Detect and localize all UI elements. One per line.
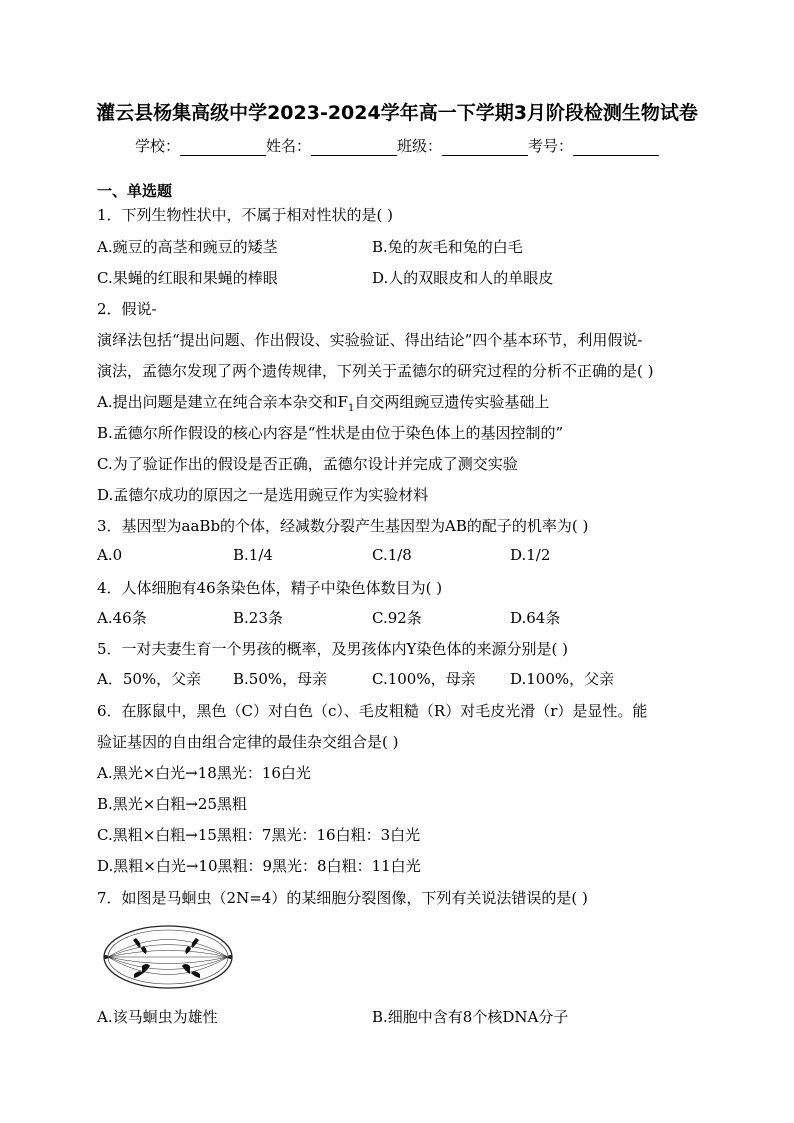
q5-stem: 5．一对夫妻生育一个男孩的概率，及男孩体内Y染色体的来源分别是( ) — [97, 640, 568, 658]
q1-option-b: B.兔的灰毛和兔的白毛 — [372, 238, 523, 256]
section-heading: 一、单选题 — [97, 182, 173, 200]
q5-option-a: A．50%，父亲 — [97, 670, 202, 688]
q4-option-a: A.46条 — [97, 609, 147, 627]
q3-stem: 3．基因型为aaBb的个体，经减数分裂产生基因型为AB的配子的机率为( ) — [97, 517, 589, 535]
q2-option-a — [97, 391, 549, 414]
q4-option-b: B.23条 — [233, 609, 283, 627]
q6-option-b: B.黑光×白粗→25黑粗 — [97, 795, 248, 813]
q6-option-d: D.黑粗×白光→10黑粗：9黑光：8白粗：11白光 — [97, 857, 421, 875]
class-label: 班级： — [397, 137, 443, 155]
q4-option-c: C.92条 — [372, 609, 422, 627]
q6-option-c: C.黑粗×白粗→15黑粗：7黑光：16白粗：3白光 — [97, 826, 421, 844]
centrosome-left — [104, 955, 108, 959]
q2-option-a-text: A.提出问题是建立在纯合亲本杂交和F — [97, 393, 349, 411]
class-field — [397, 135, 528, 156]
number-label: 考号： — [528, 137, 574, 155]
q1-option-c: C.果蝇的红眼和果蝇的棒眼 — [97, 269, 278, 287]
number-field — [528, 135, 659, 156]
name-field — [266, 135, 397, 156]
q6-stem-line1: 6．在豚鼠中，黑色（C）对白色（c）、毛皮粗糙（R）对毛皮光滑（r）是显性。能 — [97, 702, 648, 720]
exam-title: 灌云县杨集高级中学2023-2024学年高一下学期3月阶段检测生物试卷 — [96, 102, 698, 124]
q3-option-d: D.1/2 — [510, 546, 551, 564]
q1-option-a: A.豌豆的高茎和豌豆的矮茎 — [97, 238, 278, 256]
q4-option-d: D.64条 — [510, 609, 561, 627]
q5-option-d: D.100%，父亲 — [510, 670, 615, 688]
q7-option-a: A.该马蛔虫为雄性 — [97, 1008, 218, 1026]
q3-option-b: B.1/4 — [233, 546, 273, 564]
q5-option-c: C.100%，母亲 — [372, 670, 476, 688]
q4-stem: 4．人体细胞有46条染色体，精子中染色体数目为( ) — [97, 579, 443, 597]
q2-option-b: B.孟德尔所作假设的核心内容是“性状是由位于染色体上的基因控制的” — [97, 424, 564, 442]
q2-option-a-tail: 自交两组豌豆遗传实验基础上 — [354, 393, 550, 411]
q5-option-b: B.50%，母亲 — [233, 670, 328, 688]
centrosome-right — [228, 955, 232, 959]
chromosomes — [133, 938, 200, 978]
class-blank[interactable] — [442, 139, 528, 156]
school-blank[interactable] — [180, 139, 266, 156]
q6-option-a: A.黑光×白光→18黑光：16白光 — [97, 764, 311, 782]
q1-stem: 1．下列生物性状中，不属于相对性状的是( ) — [97, 206, 394, 224]
q2-stem-line2: 演绎法包括“提出问题、作出假设、实验验证、得出结论”四个基本环节，利用假说- — [97, 331, 643, 349]
q2-stem-line1: 2．假说- — [97, 300, 157, 318]
q3-option-c: C.1/8 — [372, 546, 412, 564]
q3-option-a: A.0 — [97, 546, 123, 564]
q1-option-d: D.人的双眼皮和人的单眼皮 — [372, 269, 554, 287]
cell-division-figure — [98, 916, 238, 996]
q7-option-b: B.细胞中含有8个核DNA分子 — [372, 1008, 569, 1026]
q2-option-a-subscript: 1 — [348, 403, 355, 414]
q2-option-c: C.为了验证作出的假设是否正确，孟德尔设计并完成了测交实验 — [97, 455, 518, 473]
q2-stem-line3: 演法，孟德尔发现了两个遗传规律，下列关于孟德尔的研究过程的分析不正确的是( ) — [97, 362, 654, 380]
school-label: 学校： — [134, 137, 180, 155]
q7-stem: 7．如图是马蛔虫（2N=4）的某细胞分裂图像，下列有关说法错误的是( ) — [97, 889, 588, 907]
q6-stem-line2: 验证基因的自由组合定律的最佳杂交组合是( ) — [97, 733, 399, 751]
student-info-row — [0, 135, 794, 156]
school-field — [135, 135, 266, 156]
number-blank[interactable] — [573, 139, 659, 156]
q2-option-d: D.孟德尔成功的原因之一是选用豌豆作为实验材料 — [97, 486, 429, 504]
name-label: 姓名： — [265, 137, 311, 155]
name-blank[interactable] — [311, 139, 397, 156]
